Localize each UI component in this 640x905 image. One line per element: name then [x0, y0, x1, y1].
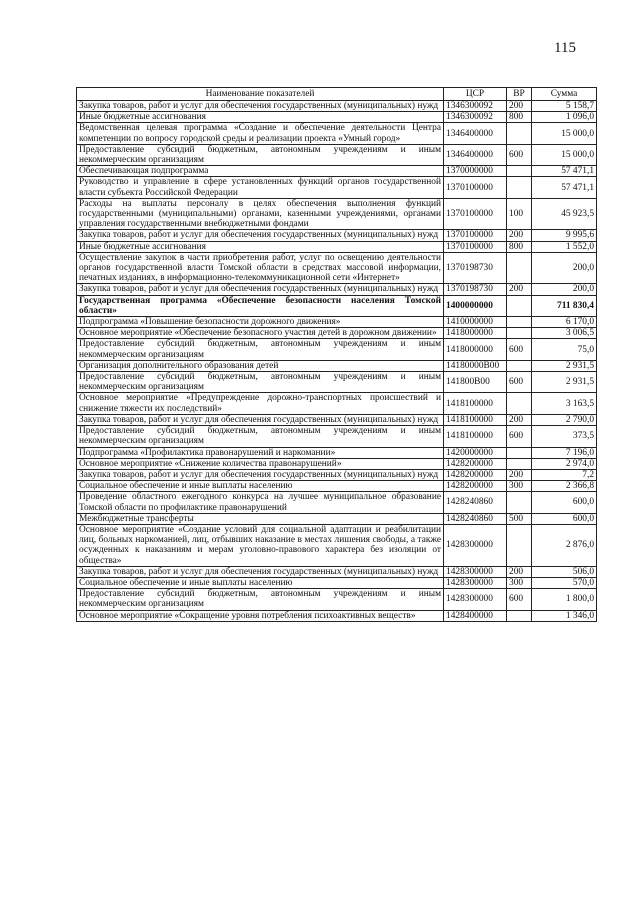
row-csr: 1370198730 — [444, 284, 507, 295]
budget-table — [76, 87, 597, 622]
table-row — [77, 166, 597, 177]
row-csr: 1418100000 — [444, 426, 507, 447]
table-row — [77, 317, 597, 328]
row-vr — [507, 328, 532, 339]
table-row — [77, 469, 597, 480]
row-name: Закупка товаров, работ и услуг для обеспечения государственных (муниципальных) нужд — [77, 284, 444, 295]
row-sum: 15 000,0 — [532, 123, 597, 144]
table-row — [77, 447, 597, 458]
row-csr: 1418000000 — [444, 339, 507, 360]
row-sum: 57 471,1 — [532, 166, 597, 177]
row-sum: 2 974,0 — [532, 458, 597, 469]
row-csr: 1418000000 — [444, 328, 507, 339]
table-row — [77, 123, 597, 144]
table-row — [77, 610, 597, 621]
table-row — [77, 339, 597, 360]
row-sum: 1 096,0 — [532, 112, 597, 123]
table-body — [77, 101, 597, 622]
row-vr: 800 — [507, 112, 532, 123]
row-name: Подпрограмма «Профилактика правонарушений и наркомании» — [77, 447, 444, 458]
row-sum: 1 346,0 — [532, 610, 597, 621]
row-name: Основное мероприятие «Сокращение уровня потребления психоактивных веществ» — [77, 610, 444, 621]
row-sum: 7,2 — [532, 469, 597, 480]
table-row — [77, 414, 597, 425]
row-csr: 1428300000 — [444, 524, 507, 566]
row-sum: 2 790,0 — [532, 414, 597, 425]
row-csr: 1346400000 — [444, 144, 507, 165]
table-row — [77, 252, 597, 284]
row-vr — [507, 393, 532, 414]
row-csr: 1428240860 — [444, 513, 507, 524]
row-vr — [507, 492, 532, 513]
row-csr: 1428300000 — [444, 577, 507, 588]
row-vr — [507, 447, 532, 458]
table-row — [77, 230, 597, 241]
row-sum: 200,0 — [532, 252, 597, 284]
row-csr: 1428200000 — [444, 458, 507, 469]
row-vr: 200 — [507, 414, 532, 425]
row-csr: 1410000000 — [444, 317, 507, 328]
row-sum: 57 471,1 — [532, 177, 597, 198]
row-csr: 14180000В00 — [444, 360, 507, 371]
row-name: Подпрограмма «Повышение безопасности дорожного движения» — [77, 317, 444, 328]
row-vr: 600 — [507, 144, 532, 165]
row-sum: 600,0 — [532, 492, 597, 513]
row-name: Иные бюджетные ассигнования — [77, 241, 444, 252]
row-sum: 2 931,5 — [532, 360, 597, 371]
table-row — [77, 513, 597, 524]
header-name: Наименование показателей — [77, 88, 444, 101]
row-vr: 600 — [507, 372, 532, 393]
row-vr: 200 — [507, 101, 532, 112]
row-csr: 1418100000 — [444, 414, 507, 425]
table-row — [77, 393, 597, 414]
row-vr — [507, 524, 532, 566]
row-csr: 1428200000 — [444, 481, 507, 492]
row-name: Предоставление субсидий бюджетным, автономным учреждениям и иным некоммерческим организациям — [77, 426, 444, 447]
row-csr: 1428240860 — [444, 492, 507, 513]
row-vr: 500 — [507, 513, 532, 524]
table-row — [77, 481, 597, 492]
row-csr: 1346300092 — [444, 112, 507, 123]
table-row — [77, 144, 597, 165]
table-row — [77, 524, 597, 566]
row-vr: 200 — [507, 284, 532, 295]
table-row — [77, 492, 597, 513]
row-csr: 1428300000 — [444, 566, 507, 577]
row-vr: 800 — [507, 241, 532, 252]
row-csr: 1370100000 — [444, 230, 507, 241]
row-name: Осуществление закупок в части приобретения работ, услуг по освещению деятельности органов государственной власти Томской области в средствах массовой информации, печатных изданиях, в информационно-телекоммуникационной сети «Интернет» — [77, 252, 444, 284]
row-vr — [507, 295, 532, 316]
row-sum: 1 800,0 — [532, 589, 597, 610]
table-header — [77, 88, 597, 101]
row-csr: 1370100000 — [444, 177, 507, 198]
table-row — [77, 241, 597, 252]
table-row — [77, 112, 597, 123]
row-vr: 200 — [507, 469, 532, 480]
row-sum: 373,5 — [532, 426, 597, 447]
row-sum: 3 163,5 — [532, 393, 597, 414]
row-vr: 200 — [507, 566, 532, 577]
row-sum: 600,0 — [532, 513, 597, 524]
row-sum: 2 366,8 — [532, 481, 597, 492]
table-row — [77, 360, 597, 371]
row-csr: 1418100000 — [444, 393, 507, 414]
header-sum: Сумма — [532, 88, 597, 101]
row-sum: 6 170,0 — [532, 317, 597, 328]
row-sum: 5 158,7 — [532, 101, 597, 112]
row-name: Основное мероприятие «Предупреждение дорожно-транспортных происшествий и снижение тяжести их последствий» — [77, 393, 444, 414]
row-vr — [507, 610, 532, 621]
row-sum: 570,0 — [532, 577, 597, 588]
row-vr — [507, 317, 532, 328]
page-number: 115 — [554, 40, 576, 56]
row-vr: 300 — [507, 481, 532, 492]
row-csr: 1428200000 — [444, 469, 507, 480]
table-row — [77, 177, 597, 198]
row-sum: 200,0 — [532, 284, 597, 295]
row-csr: 1420000000 — [444, 447, 507, 458]
row-vr: 600 — [507, 426, 532, 447]
row-name: Закупка товаров, работ и услуг для обеспечения государственных (муниципальных) нужд — [77, 469, 444, 480]
row-sum: 7 196,0 — [532, 447, 597, 458]
row-csr: 1346400000 — [444, 123, 507, 144]
header-vr: ВР — [507, 88, 532, 101]
row-name: Организация дополнительного образования детей — [77, 360, 444, 371]
table-row — [77, 426, 597, 447]
row-name: Основное мероприятие «Обеспечение безопасного участия детей в дорожном движении» — [77, 328, 444, 339]
row-vr: 600 — [507, 589, 532, 610]
row-vr: 200 — [507, 230, 532, 241]
row-name: Руководство и управление в сфере установленных функций органов государственной власти субъекта Российской Федерации — [77, 177, 444, 198]
row-vr — [507, 166, 532, 177]
row-name: Основное мероприятие «Создание условий для социальной адаптации и реабилитации лиц, больных наркоманией, лиц, отбывших наказание в местах лишения свободы, а также осужденных к наказаниям и мерам уголовно-правового характера без изоляции от общества» — [77, 524, 444, 566]
row-csr: 141800В00 — [444, 372, 507, 393]
table-row — [77, 589, 597, 610]
row-name: Проведение областного ежегодного конкурса на лучшее муниципальное образование Томской области по профилактике правонарушений — [77, 492, 444, 513]
row-name: Предоставление субсидий бюджетным, автономным учреждениям и иным некоммерческим организациям — [77, 339, 444, 360]
header-csr: ЦСР — [444, 88, 507, 101]
row-name: Ведомственная целевая программа «Создание и обеспечение деятельности Центра компетенции по вопросу городской среды и реализации проекта «Умный город» — [77, 123, 444, 144]
row-name: Предоставление субсидий бюджетным, автономным учреждениям и иным некоммерческим организациям — [77, 589, 444, 610]
row-name: Межбюджетные трансферты — [77, 513, 444, 524]
table-row — [77, 577, 597, 588]
row-name: Закупка товаров, работ и услуг для обеспечения государственных (муниципальных) нужд — [77, 566, 444, 577]
row-sum: 506,0 — [532, 566, 597, 577]
row-sum: 15 000,0 — [532, 144, 597, 165]
row-name: Расходы на выплаты персоналу в целях обеспечения выполнения функций государственными (муниципальными) органами, казенными учреждениями, органами управления государственными внебюджетными фондами — [77, 198, 444, 230]
table-row — [77, 284, 597, 295]
row-vr: 300 — [507, 577, 532, 588]
row-name: Основное мероприятие «Снижение количества правонарушений» — [77, 458, 444, 469]
row-csr: 1370100000 — [444, 241, 507, 252]
row-name: Обеспечивающая подпрограмма — [77, 166, 444, 177]
row-csr: 1428300000 — [444, 589, 507, 610]
row-vr — [507, 177, 532, 198]
row-sum: 1 552,0 — [532, 241, 597, 252]
row-vr — [507, 252, 532, 284]
row-name: Социальное обеспечение и иные выплаты населению — [77, 577, 444, 588]
row-sum: 9 995,6 — [532, 230, 597, 241]
row-name: Закупка товаров, работ и услуг для обеспечения государственных (муниципальных) нужд — [77, 414, 444, 425]
row-sum: 2 876,0 — [532, 524, 597, 566]
row-name: Закупка товаров, работ и услуг для обеспечения государственных (муниципальных) нужд — [77, 230, 444, 241]
row-vr: 100 — [507, 198, 532, 230]
table-row — [77, 198, 597, 230]
table-row — [77, 372, 597, 393]
row-csr: 1428400000 — [444, 610, 507, 621]
table-row — [77, 295, 597, 316]
row-vr — [507, 458, 532, 469]
row-name: Социальное обеспечение и иные выплаты населению — [77, 481, 444, 492]
row-vr: 600 — [507, 339, 532, 360]
row-sum: 3 006,5 — [532, 328, 597, 339]
row-vr — [507, 360, 532, 371]
row-sum: 711 830,4 — [532, 295, 597, 316]
row-name: Предоставление субсидий бюджетным, автономным учреждениям и иным некоммерческим организациям — [77, 372, 444, 393]
row-name: Иные бюджетные ассигнования — [77, 112, 444, 123]
row-csr: 1370100000 — [444, 198, 507, 230]
row-csr: 1370000000 — [444, 166, 507, 177]
row-sum: 75,0 — [532, 339, 597, 360]
row-csr: 1400000000 — [444, 295, 507, 316]
header-row — [77, 88, 597, 101]
table-row — [77, 458, 597, 469]
table-row — [77, 566, 597, 577]
table-row — [77, 101, 597, 112]
row-name: Государственная программа «Обеспечение безопасности населения Томской области» — [77, 295, 444, 316]
row-vr — [507, 123, 532, 144]
row-name: Закупка товаров, работ и услуг для обеспечения государственных (муниципальных) нужд — [77, 101, 444, 112]
table-row — [77, 328, 597, 339]
row-name: Предоставление субсидий бюджетным, автономным учреждениям и иным некоммерческим организациям — [77, 144, 444, 165]
row-csr: 1346300092 — [444, 101, 507, 112]
row-csr: 1370198730 — [444, 252, 507, 284]
row-sum: 45 923,5 — [532, 198, 597, 230]
row-sum: 2 931,5 — [532, 372, 597, 393]
